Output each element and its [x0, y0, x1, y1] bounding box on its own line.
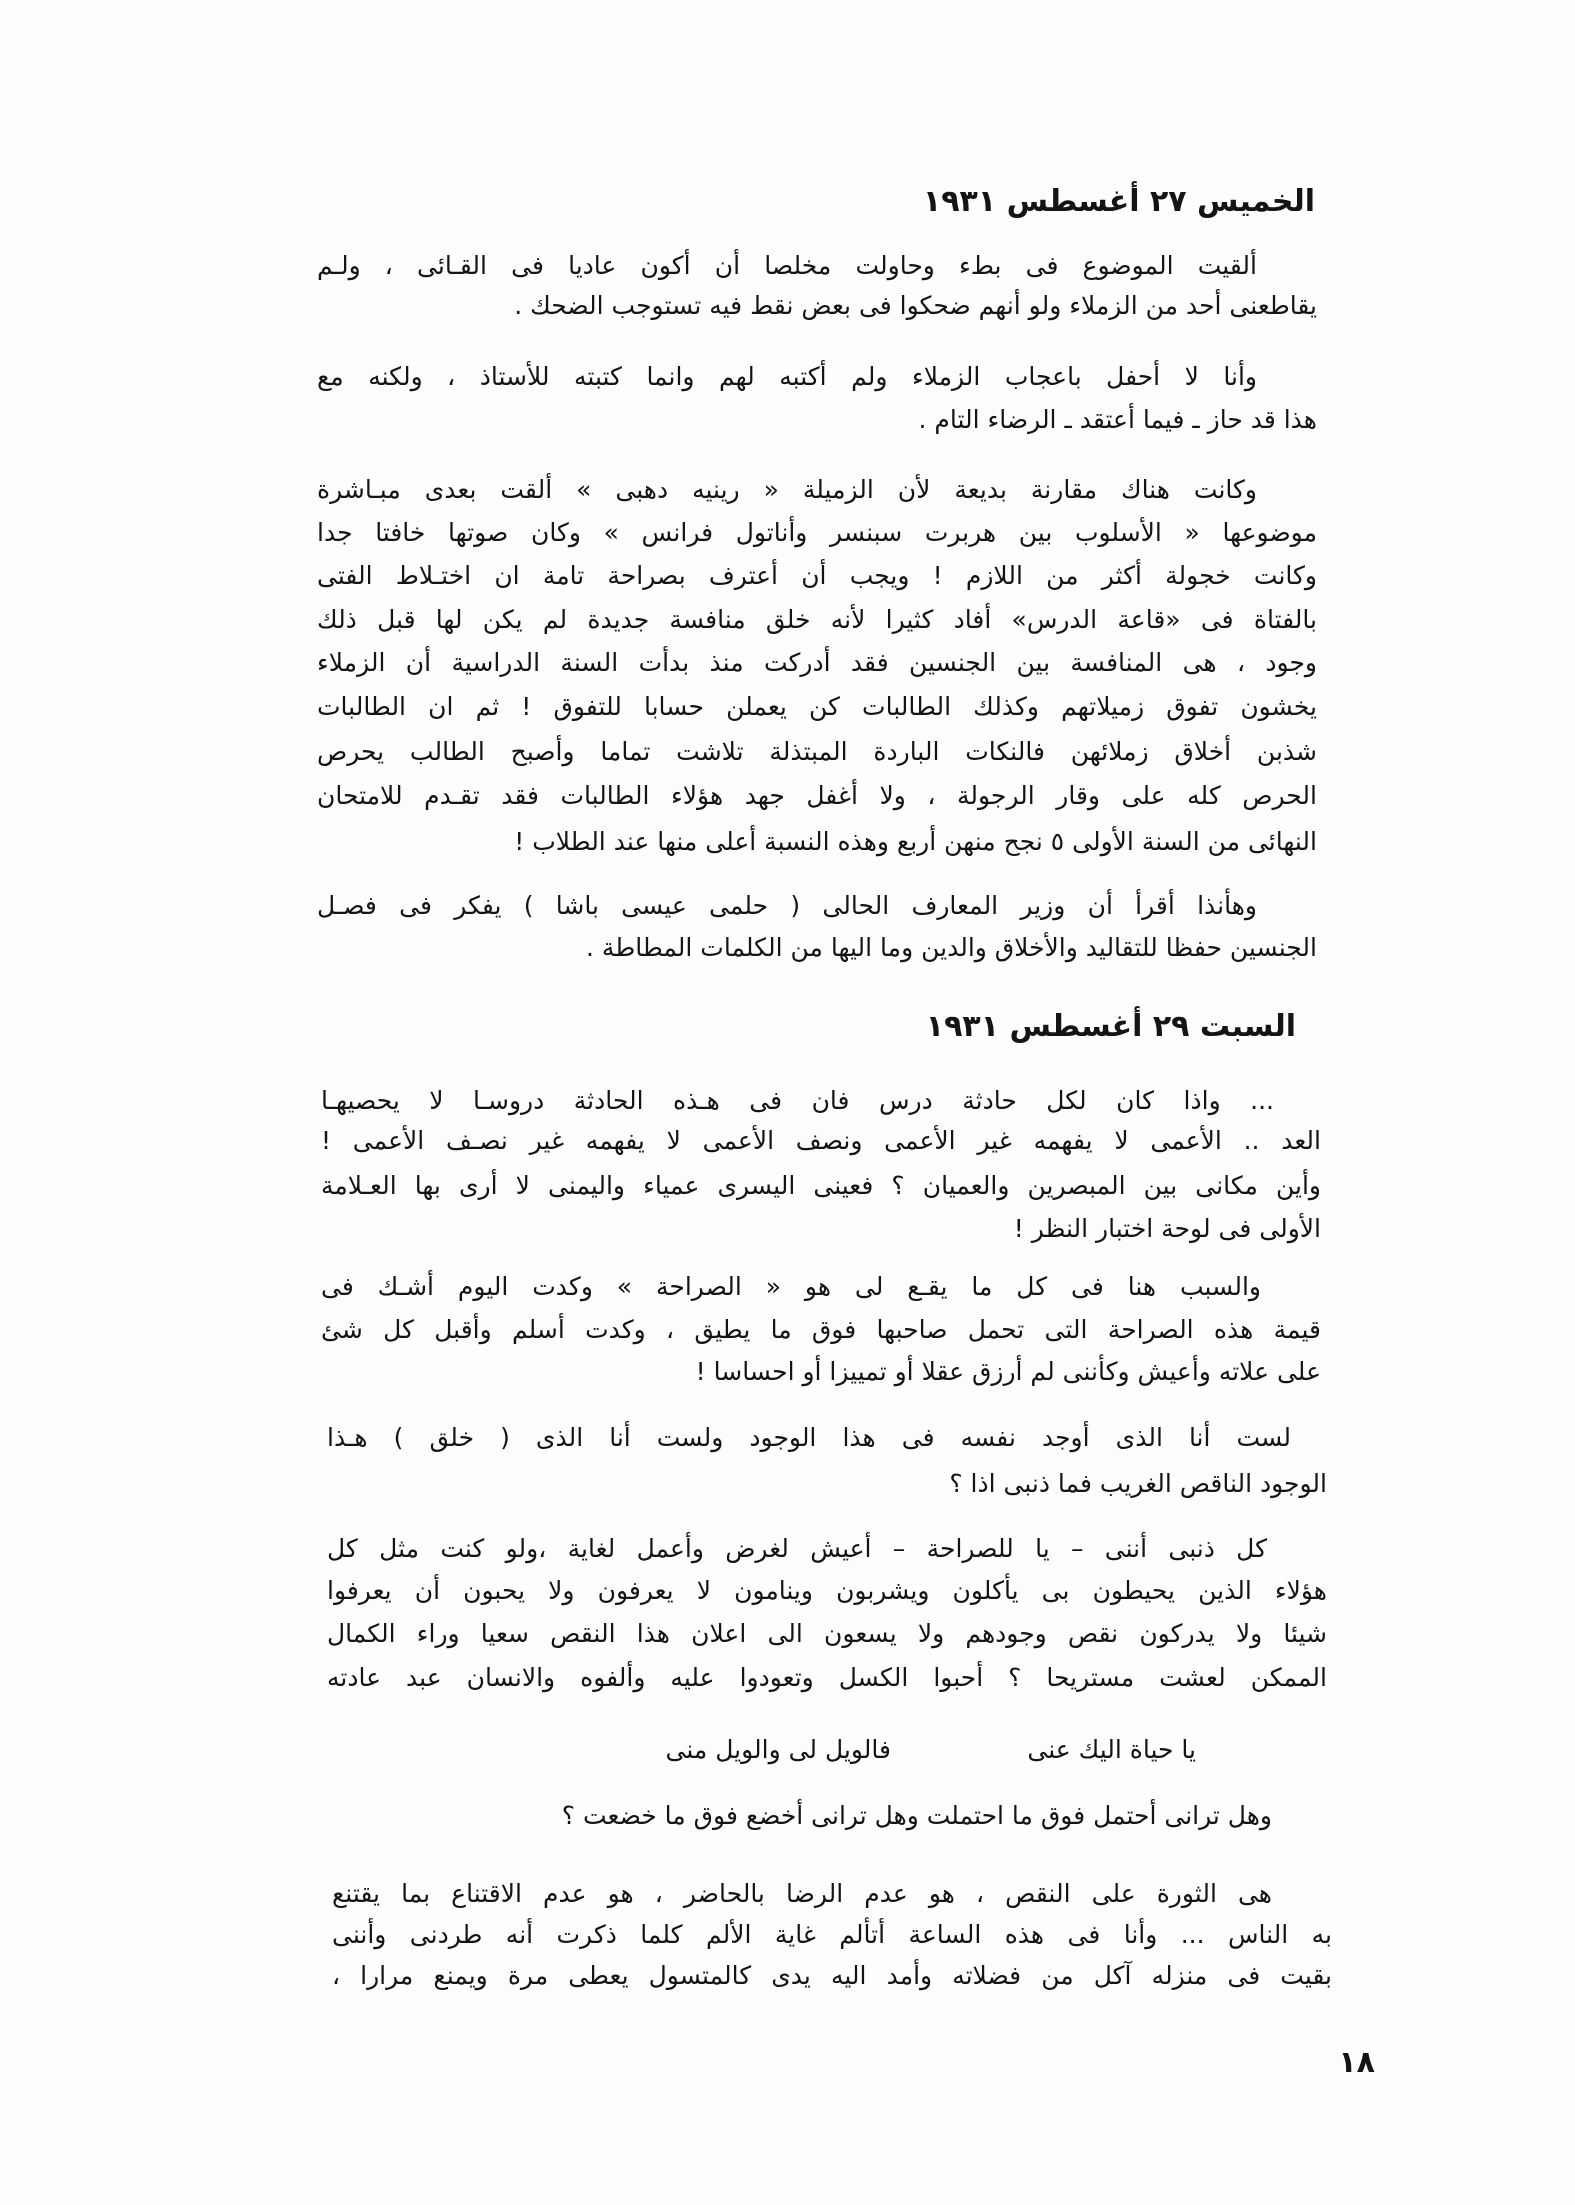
- text-line: هذا قد حاز ـ فيما أعتقد ـ الرضاء التام .: [918, 405, 1317, 434]
- text-line: وجود ، هى المنافسة بين الجنسين فقد أدركت منذ بدأت السنة الدراسية أن الزملاء: [317, 648, 1317, 677]
- text-line: العد .. الأعمى لا يفهمه غير الأعمى ونصف الأعمى لا يفهمه غير نصـف الأعمى !: [321, 1126, 1321, 1155]
- text-line: وكانت خجولة أكثر من اللازم ! ويجب أن أعترف بصراحة تامة ان اختـلاط الفتى: [317, 561, 1317, 590]
- text-line: الأولى فى لوحة اختبار النظر !: [1013, 1214, 1321, 1243]
- text-line: قيمة هذه الصراحة التى تحمل صاحبها فوق ما يطيق ، وكدت أسلم وأقبل كل شئ: [321, 1315, 1321, 1344]
- text-line: على علاته وأعيش وكأننى لم أرزق عقلا أو تمييزا أو احساسا !: [695, 1357, 1321, 1386]
- text-line: وأنا لا أحفل باعجاب الزملاء ولم أكتبه لهم وانما كتبته للأستاذ ، ولكنه مع: [317, 362, 1257, 391]
- text-line: الوجود الناقص الغريب فما ذنبى اذا ؟: [949, 1469, 1327, 1498]
- text-line: الحرص كله على وقار الرجولة ، ولا أغفل جهد هؤلاء الطالبات فقد تقـدم للامتحان: [317, 781, 1317, 810]
- text-line: الجنسين حفظا للتقاليد والأخلاق والدين وما اليها من الكلمات المطاطة .: [586, 933, 1317, 962]
- text-line: النهائى من السنة الأولى ٥ نجح منهن أربع وهذه النسبة أعلى منها عند الطلاب !: [514, 827, 1317, 856]
- verse-hemistich: يا حياة اليك عنى: [1027, 1735, 1196, 1764]
- page-number: ١٨: [1338, 2045, 1375, 2080]
- text-line: وهل ترانى أحتمل فوق ما احتملت وهل ترانى أخضع فوق ما خضعت ؟: [561, 1801, 1272, 1830]
- text-line: ... واذا كان لكل حادثة درس فان فى هـذه الحادثة دروسـا لا يحصيهـا: [321, 1086, 1274, 1115]
- text-line: وأين مكانى بين المبصرين والعميان ؟ فعينى اليسرى عمياء واليمنى لا أرى بها العـلامة: [321, 1171, 1321, 1200]
- text-line: هى الثورة على النقص ، هو عدم الرضا بالحاضر ، هو عدم الاقتناع بما يقتنع: [332, 1879, 1272, 1908]
- verse-hemistich: فالويل لى والويل منى: [665, 1735, 891, 1764]
- text-line: كل ذنبى أننى – يا للصراحة – أعيش لغرض وأعمل لغاية ،ولو كنت مثل كل: [327, 1534, 1267, 1563]
- text-line: يقاطعنى أحد من الزملاء ولو أنهم ضحكوا فى بعض نقط فيه تستوجب الضحك .: [514, 291, 1317, 320]
- text-line: به الناس ... وأنا فى هذه الساعة أتألم غاية الألم كلما ذكرت أنه طردنى وأننى: [332, 1920, 1332, 1949]
- text-line: ألقيت الموضوع فى بطء وحاولت مخلصا أن أكون عاديا فى القـائى ، ولـم: [317, 251, 1257, 280]
- text-line: بقيت فى منزله آكل من فضلاته وأمد اليه يدى كالمتسول يعطى مرة ويمنع مرارا ،: [332, 1961, 1332, 1990]
- text-line: لست أنا الذى أوجد نفسه فى هذا الوجود ولست أنا الذى ( خلق ) هـذا: [327, 1423, 1291, 1452]
- text-line: الممكن لعشت مستريحا ؟ أحبوا الكسل وتعودوا عليه وألفوه والانسان عبد عادته: [327, 1663, 1327, 1692]
- text-line: بالفتاة فى «قاعة الدرس» أفاد كثيرا لأنه خلق منافسة جديدة لم يكن لها قبل ذلك: [317, 605, 1317, 634]
- text-line: والسبب هنا فى كل ما يقـع لى هو « الصراحة » وكدت اليوم أشـك فى: [321, 1272, 1261, 1301]
- text-line: وكانت هناك مقارنة بديعة لأن الزميلة « رينيه دهبى » ألقت بعدى مبـاشرة: [317, 475, 1257, 504]
- date-heading: الخميس ٢٧ أغسطس ١٩٣١: [922, 184, 1315, 219]
- text-line: يخشون تفوق زميلاتهم وكذلك الطالبات كن يعملن حسابا للتفوق ! ثم ان الطالبات: [317, 692, 1317, 721]
- text-line: هؤلاء الذين يحيطون بى يأكلون ويشربون وينامون لا يعرفون ولا يحبون أن يعرفوا: [327, 1576, 1327, 1605]
- text-line: شذبن أخلاق زملائهن فالنكات الباردة المبتذلة تلاشت تماما وأصبح الطالب يحرص: [317, 737, 1317, 766]
- text-line: شيئا ولا يدركون نقص وجودهم ولا يسعون الى اعلان هذا النقص سعيا وراء الكمال: [327, 1619, 1327, 1648]
- text-line: موضوعها « الأسلوب بين هربرت سبنسر وأناتول فرانس » وكان صوتها خافتا جدا: [317, 518, 1317, 547]
- text-line: وهأنذا أقرأ أن وزير المعارف الحالى ( حلمى عيسى باشا ) يفكر فى فصـل: [317, 891, 1257, 920]
- date-heading: السبت ٢٩ أغسطس ١٩٣١: [925, 1009, 1296, 1044]
